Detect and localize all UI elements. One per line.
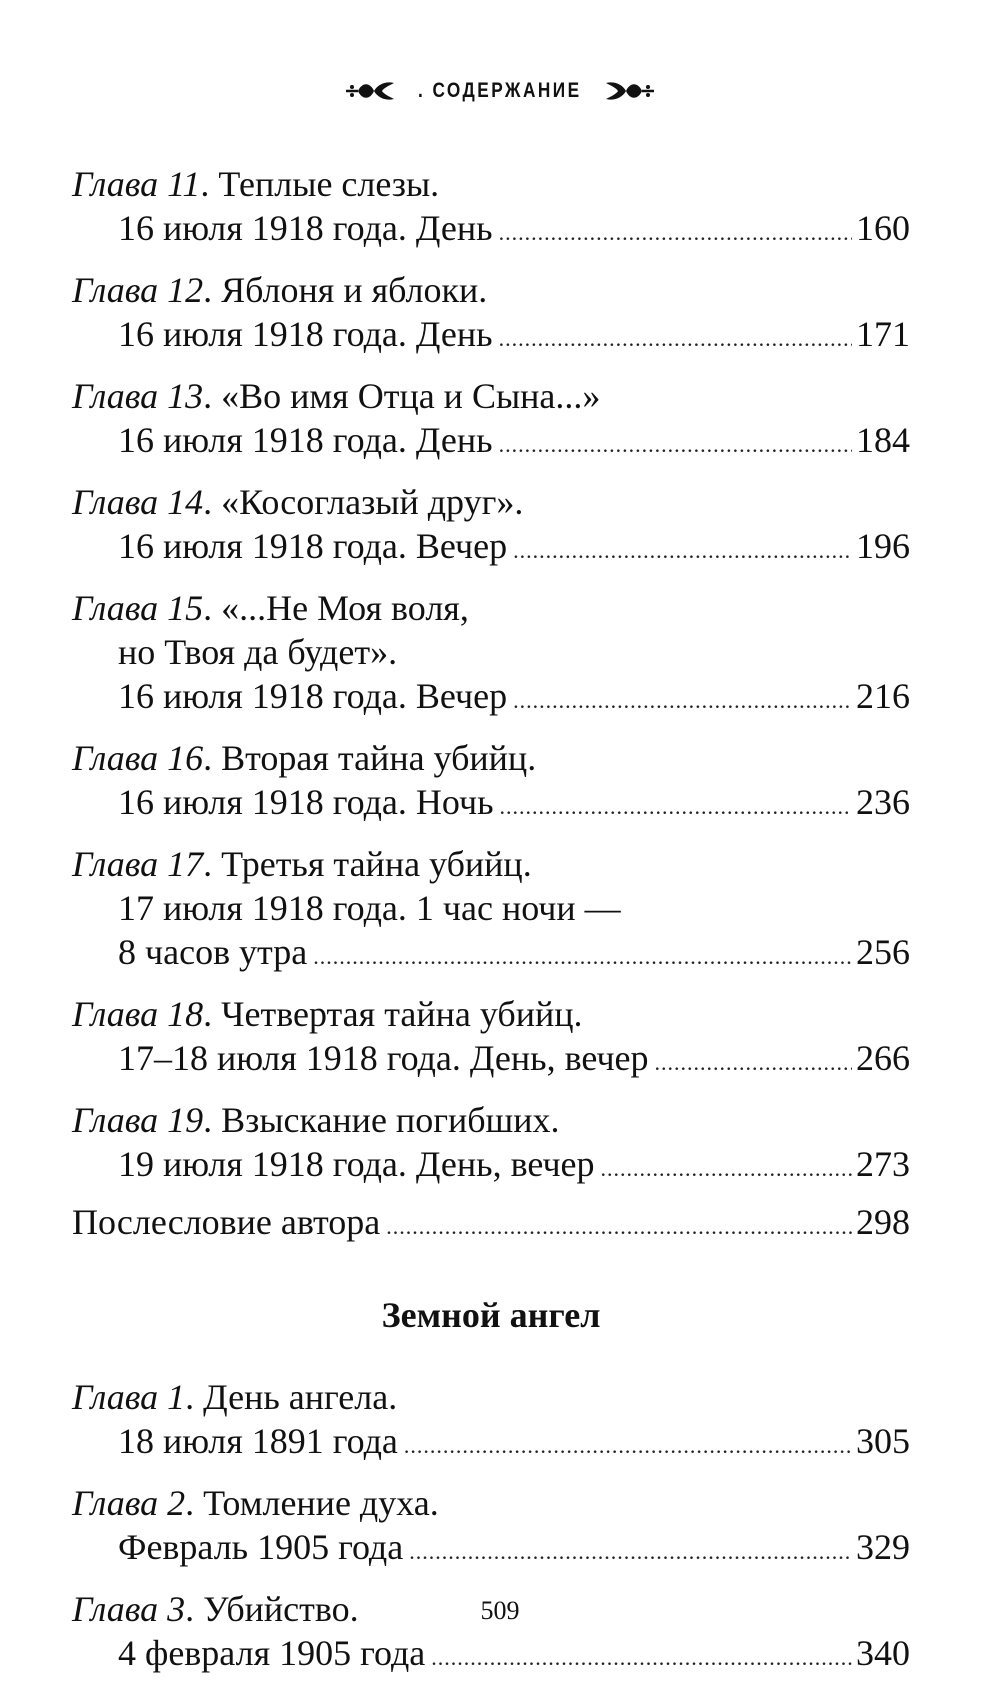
chapter-subtitle-line: но Твоя да будет». (118, 632, 398, 672)
toc-entry-heading (72, 1375, 910, 1419)
chapter-page-number: 305 (856, 1421, 910, 1461)
chapter-label: Глава 17 (72, 844, 204, 884)
dot-leader (386, 1205, 852, 1249)
chapter-title: . Вторая тайна убийц. (203, 738, 537, 778)
chapter-label: Глава 19 (72, 1100, 204, 1140)
afterword-title: Послесловие автора (72, 1202, 381, 1242)
afterword-page-number: 298 (856, 1202, 910, 1242)
chapter-page-number: 236 (856, 782, 910, 822)
chapter-date-line (72, 524, 910, 573)
chapter-date: 4 февраля 1905 года (118, 1633, 426, 1673)
chapter-date: 16 июля 1918 года. Вечер (118, 526, 508, 566)
chapter-label: Глава 15 (72, 588, 204, 628)
chapter-date: 8 часов утра (118, 932, 308, 972)
chapter-date-line (72, 1419, 910, 1468)
chapter-label: Глава 2 (72, 1483, 186, 1523)
chapter-date: 16 июля 1918 года. Ночь (118, 782, 494, 822)
toc-entry (72, 736, 910, 829)
toc-entry (72, 992, 910, 1085)
toc-entry-heading (72, 1098, 910, 1142)
floral-ornament-icon (344, 78, 396, 104)
chapter-label: Глава 18 (72, 994, 204, 1034)
dot-leader (404, 1424, 852, 1468)
toc-entry (72, 268, 910, 361)
toc-entry (72, 586, 910, 723)
page-number: 509 (480, 1596, 520, 1625)
chapter-page-number: 273 (856, 1144, 910, 1184)
dot-leader (601, 1147, 852, 1191)
chapter-page-number: 216 (856, 676, 910, 716)
dot-leader (513, 529, 852, 573)
chapter-subtitle-line: 17 июля 1918 года. 1 час ночи — (118, 888, 621, 928)
chapter-date: 16 июля 1918 года. День (118, 420, 493, 460)
toc-entry (72, 1481, 910, 1574)
chapter-label: Глава 16 (72, 738, 204, 778)
chapter-date: 16 июля 1918 года. День (118, 314, 493, 354)
chapter-title: . «...Не Моя воля, (203, 588, 469, 628)
toc-entry-heading (72, 586, 910, 630)
running-head-title: . СОДЕРЖАНИЕ (418, 79, 582, 102)
chapter-title: . «Косоглазый друг». (203, 482, 524, 522)
chapter-label: Глава 1 (72, 1377, 186, 1417)
toc-entry-heading (72, 268, 910, 312)
toc-entry-heading (72, 736, 910, 780)
dot-leader (313, 935, 852, 979)
toc-entry-heading (72, 480, 910, 524)
dot-leader (499, 211, 852, 255)
chapter-date-line (72, 312, 910, 361)
dot-leader (499, 423, 852, 467)
chapter-label: Глава 11 (72, 164, 201, 204)
floral-ornament-icon (604, 78, 656, 104)
chapter-date: 17–18 июля 1918 года. День, вечер (118, 1038, 649, 1078)
chapter-page-number: 329 (856, 1527, 910, 1567)
chapter-page-number: 160 (856, 208, 910, 248)
dot-leader (431, 1636, 852, 1680)
toc-entry (72, 162, 910, 255)
running-head (0, 78, 1000, 104)
toc-entry-heading (72, 992, 910, 1036)
chapter-title: . Теплые слезы. (200, 164, 440, 204)
dot-leader (655, 1041, 852, 1085)
toc-entry (72, 842, 910, 979)
chapter-date-line (72, 1036, 910, 1085)
chapter-date-line (72, 1631, 910, 1680)
chapter-title: . День ангела. (185, 1377, 398, 1417)
chapter-title: . Томление духа. (185, 1483, 439, 1523)
chapter-label: Глава 14 (72, 482, 204, 522)
table-of-contents (72, 162, 910, 1693)
toc-entry-heading (72, 1481, 910, 1525)
chapter-label: Глава 3 (72, 1589, 186, 1629)
toc-entry-afterword (72, 1200, 910, 1249)
chapter-date: 16 июля 1918 года. Вечер (118, 676, 508, 716)
toc-entry-heading (72, 374, 910, 418)
chapter-date: 16 июля 1918 года. День (118, 208, 493, 248)
chapter-label: Глава 12 (72, 270, 204, 310)
chapter-page-number: 340 (856, 1633, 910, 1673)
chapter-label: Глава 13 (72, 376, 204, 416)
section-heading: Земной ангел (381, 1295, 601, 1335)
toc-entry-heading (72, 842, 910, 886)
chapter-date-line (72, 206, 910, 255)
chapter-page-number: 196 (856, 526, 910, 566)
chapter-date-line (72, 1525, 910, 1574)
dot-leader (500, 785, 852, 829)
chapter-page-number: 171 (856, 314, 910, 354)
chapter-date-line (72, 418, 910, 467)
chapter-title: . Четвертая тайна убийц. (203, 994, 583, 1034)
toc-entry (72, 480, 910, 573)
chapter-date-line (72, 930, 910, 979)
dot-leader (499, 317, 852, 361)
toc-part-2 (72, 1375, 910, 1680)
chapter-title: . Яблоня и яблоки. (203, 270, 488, 310)
toc-entry (72, 1375, 910, 1468)
chapter-title: . «Во имя Отца и Сына...» (203, 376, 601, 416)
toc-entry-heading (72, 162, 910, 206)
dot-leader (409, 1530, 852, 1574)
chapter-title: . Убийство. (185, 1589, 359, 1629)
chapter-date: Февраль 1905 года (118, 1527, 404, 1567)
dot-leader (513, 679, 852, 723)
toc-entry (72, 374, 910, 467)
chapter-date: 18 июля 1891 года (118, 1421, 398, 1461)
chapter-page-number: 256 (856, 932, 910, 972)
chapter-date-line (72, 780, 910, 829)
chapter-date-line (72, 674, 910, 723)
toc-entry (72, 1098, 910, 1191)
chapter-date-line (72, 1142, 910, 1191)
chapter-date: 19 июля 1918 года. День, вечер (118, 1144, 595, 1184)
toc-part-1 (72, 162, 910, 1191)
chapter-page-number: 266 (856, 1038, 910, 1078)
chapter-title: . Третья тайна убийц. (203, 844, 532, 884)
chapter-page-number: 184 (856, 420, 910, 460)
chapter-title: . Взыскание погибших. (203, 1100, 560, 1140)
